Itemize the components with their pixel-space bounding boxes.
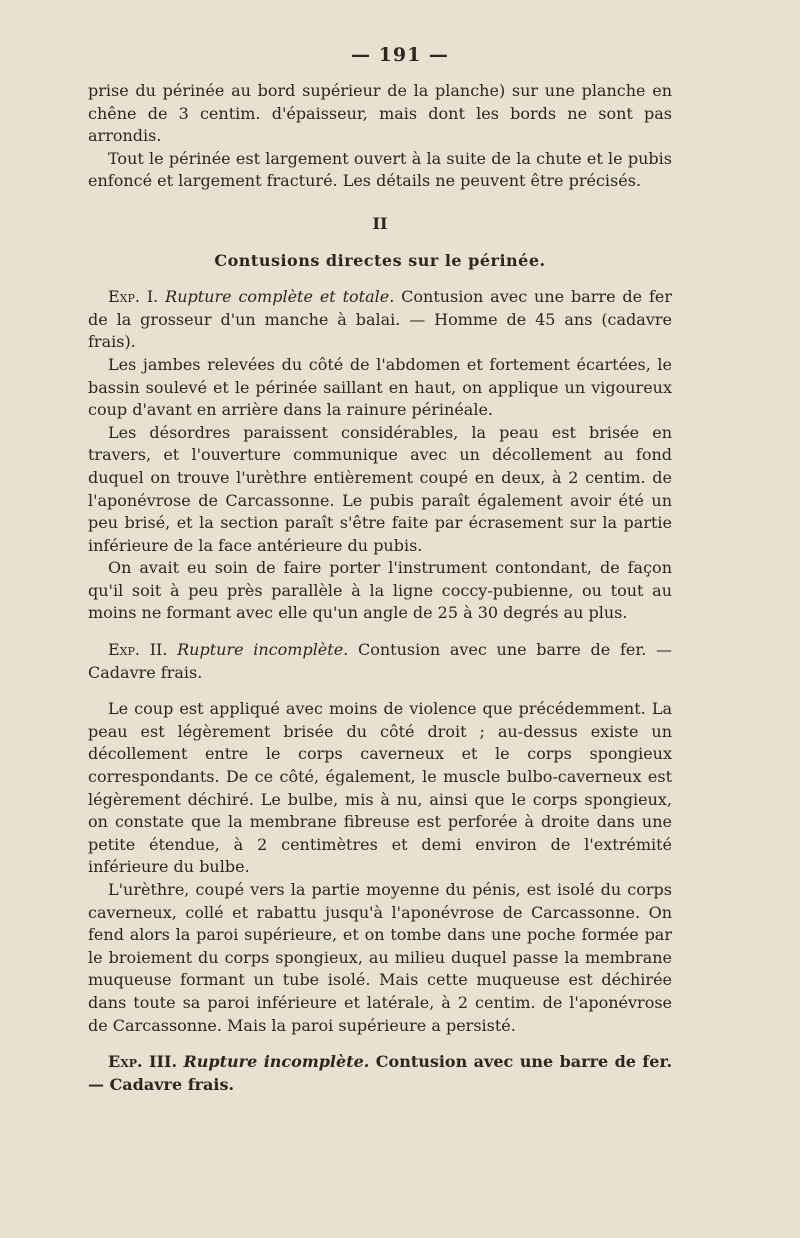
experiment-intro: Contusion avec une barre de fer. — Cadavre frais. — [88, 1052, 673, 1094]
paragraph: prise du périnée au bord supérieur de la planche) sur une planche en chêne de 3 centim. d'épaisseur, mais dont les bords ne sont pas arrondis. — [88, 81, 672, 146]
experiment-label: Exp. II. — [108, 640, 168, 660]
paragraph: Le coup est appliqué avec moins de violence que précédemment. La peau est légèrement brisée du côté droit ; au-dessus existe un décollement entre le corps caverneux et le corps spongieux correspondants. De ce côté, également, le muscle bulbo-caverneux est légèrement déchiré. Le bulbe, mis à nu, ainsi que le corps spongieux, on constate que la membrane fibreuse est perforée à droite dans une petite étendue, à 2 centimètres et demi environ de l'extrémité inférieure du bulbe. — [88, 699, 672, 877]
page-number: — 191 — — [351, 44, 449, 66]
section-number: II — [372, 213, 388, 233]
experiment-title: Rupture complète et totale. — [165, 287, 395, 307]
body-text — [88, 80, 672, 1096]
section-title: Contusions directes sur le périnée. — [214, 250, 546, 270]
experiment-heading — [88, 1051, 672, 1096]
experiment-label: Exp. I. — [108, 287, 159, 307]
paragraph: On avait eu soin de faire porter l'instrument contondant, de façon qu'il soit à peu près parallèle à la ligne coccy-pubienne, ou tout au moins ne formant avec elle qu'un angle de 25 à 30 degrés au plus. — [88, 558, 672, 623]
paragraph: Les jambes relevées du côté de l'abdomen et fortement écartées, le bassin soulevé et le périnée saillant en haut, on applique un vigoureux coup d'avant en arrière dans la rainure périnéale. — [88, 354, 672, 420]
experiment-label: Exp. III. — [108, 1052, 178, 1072]
experiment-intro: Contusion avec une barre de fer de la grosseur d'un manche à balai. — Homme de 45 ans (cadavre frais). — [88, 287, 673, 352]
experiment-title: Rupture incomplète. — [183, 1052, 370, 1072]
experiment-title: Rupture incomplète. — [177, 640, 349, 660]
experiment-heading — [88, 639, 672, 684]
paragraph: Les désordres paraissent considérables, la peau est brisée en travers, et l'ouverture communique avec un décollement au fond duquel on trouve l'urèthre entièrement coupé en deux, à 2 centim. de l'aponévrose de Carcassonne. Le pubis paraît également avoir été un peu brisé, et la section paraît s'être faite par écrasement sur la partie inférieure de la face antérieure du pubis. — [88, 422, 672, 555]
paragraph: Tout le périnée est largement ouvert à la suite de la chute et le pubis enfoncé et largement fracturé. Les détails ne peuvent être précisés. — [88, 148, 672, 191]
experiment-intro: Contusion avec une barre de fer. — Cadavre frais. — [88, 640, 673, 682]
experiment-heading — [88, 286, 672, 354]
paragraph: L'urèthre, coupé vers la partie moyenne du pénis, est isolé du corps caverneux, collé et rabattu jusqu'à l'aponévrose de Carcassonne. On fend alors la paroi supérieure, et on tombe dans une poche formée par le broiement du corps spongieux, au milieu duquel passe la membrane muqueuse formant un tube isolé. Mais cette muqueuse est déchirée dans toute sa paroi inférieure et latérale, à 2 centim. de l'aponévrose de Carcassonne. Mais la paroi supérieure a persisté. — [88, 880, 672, 1035]
